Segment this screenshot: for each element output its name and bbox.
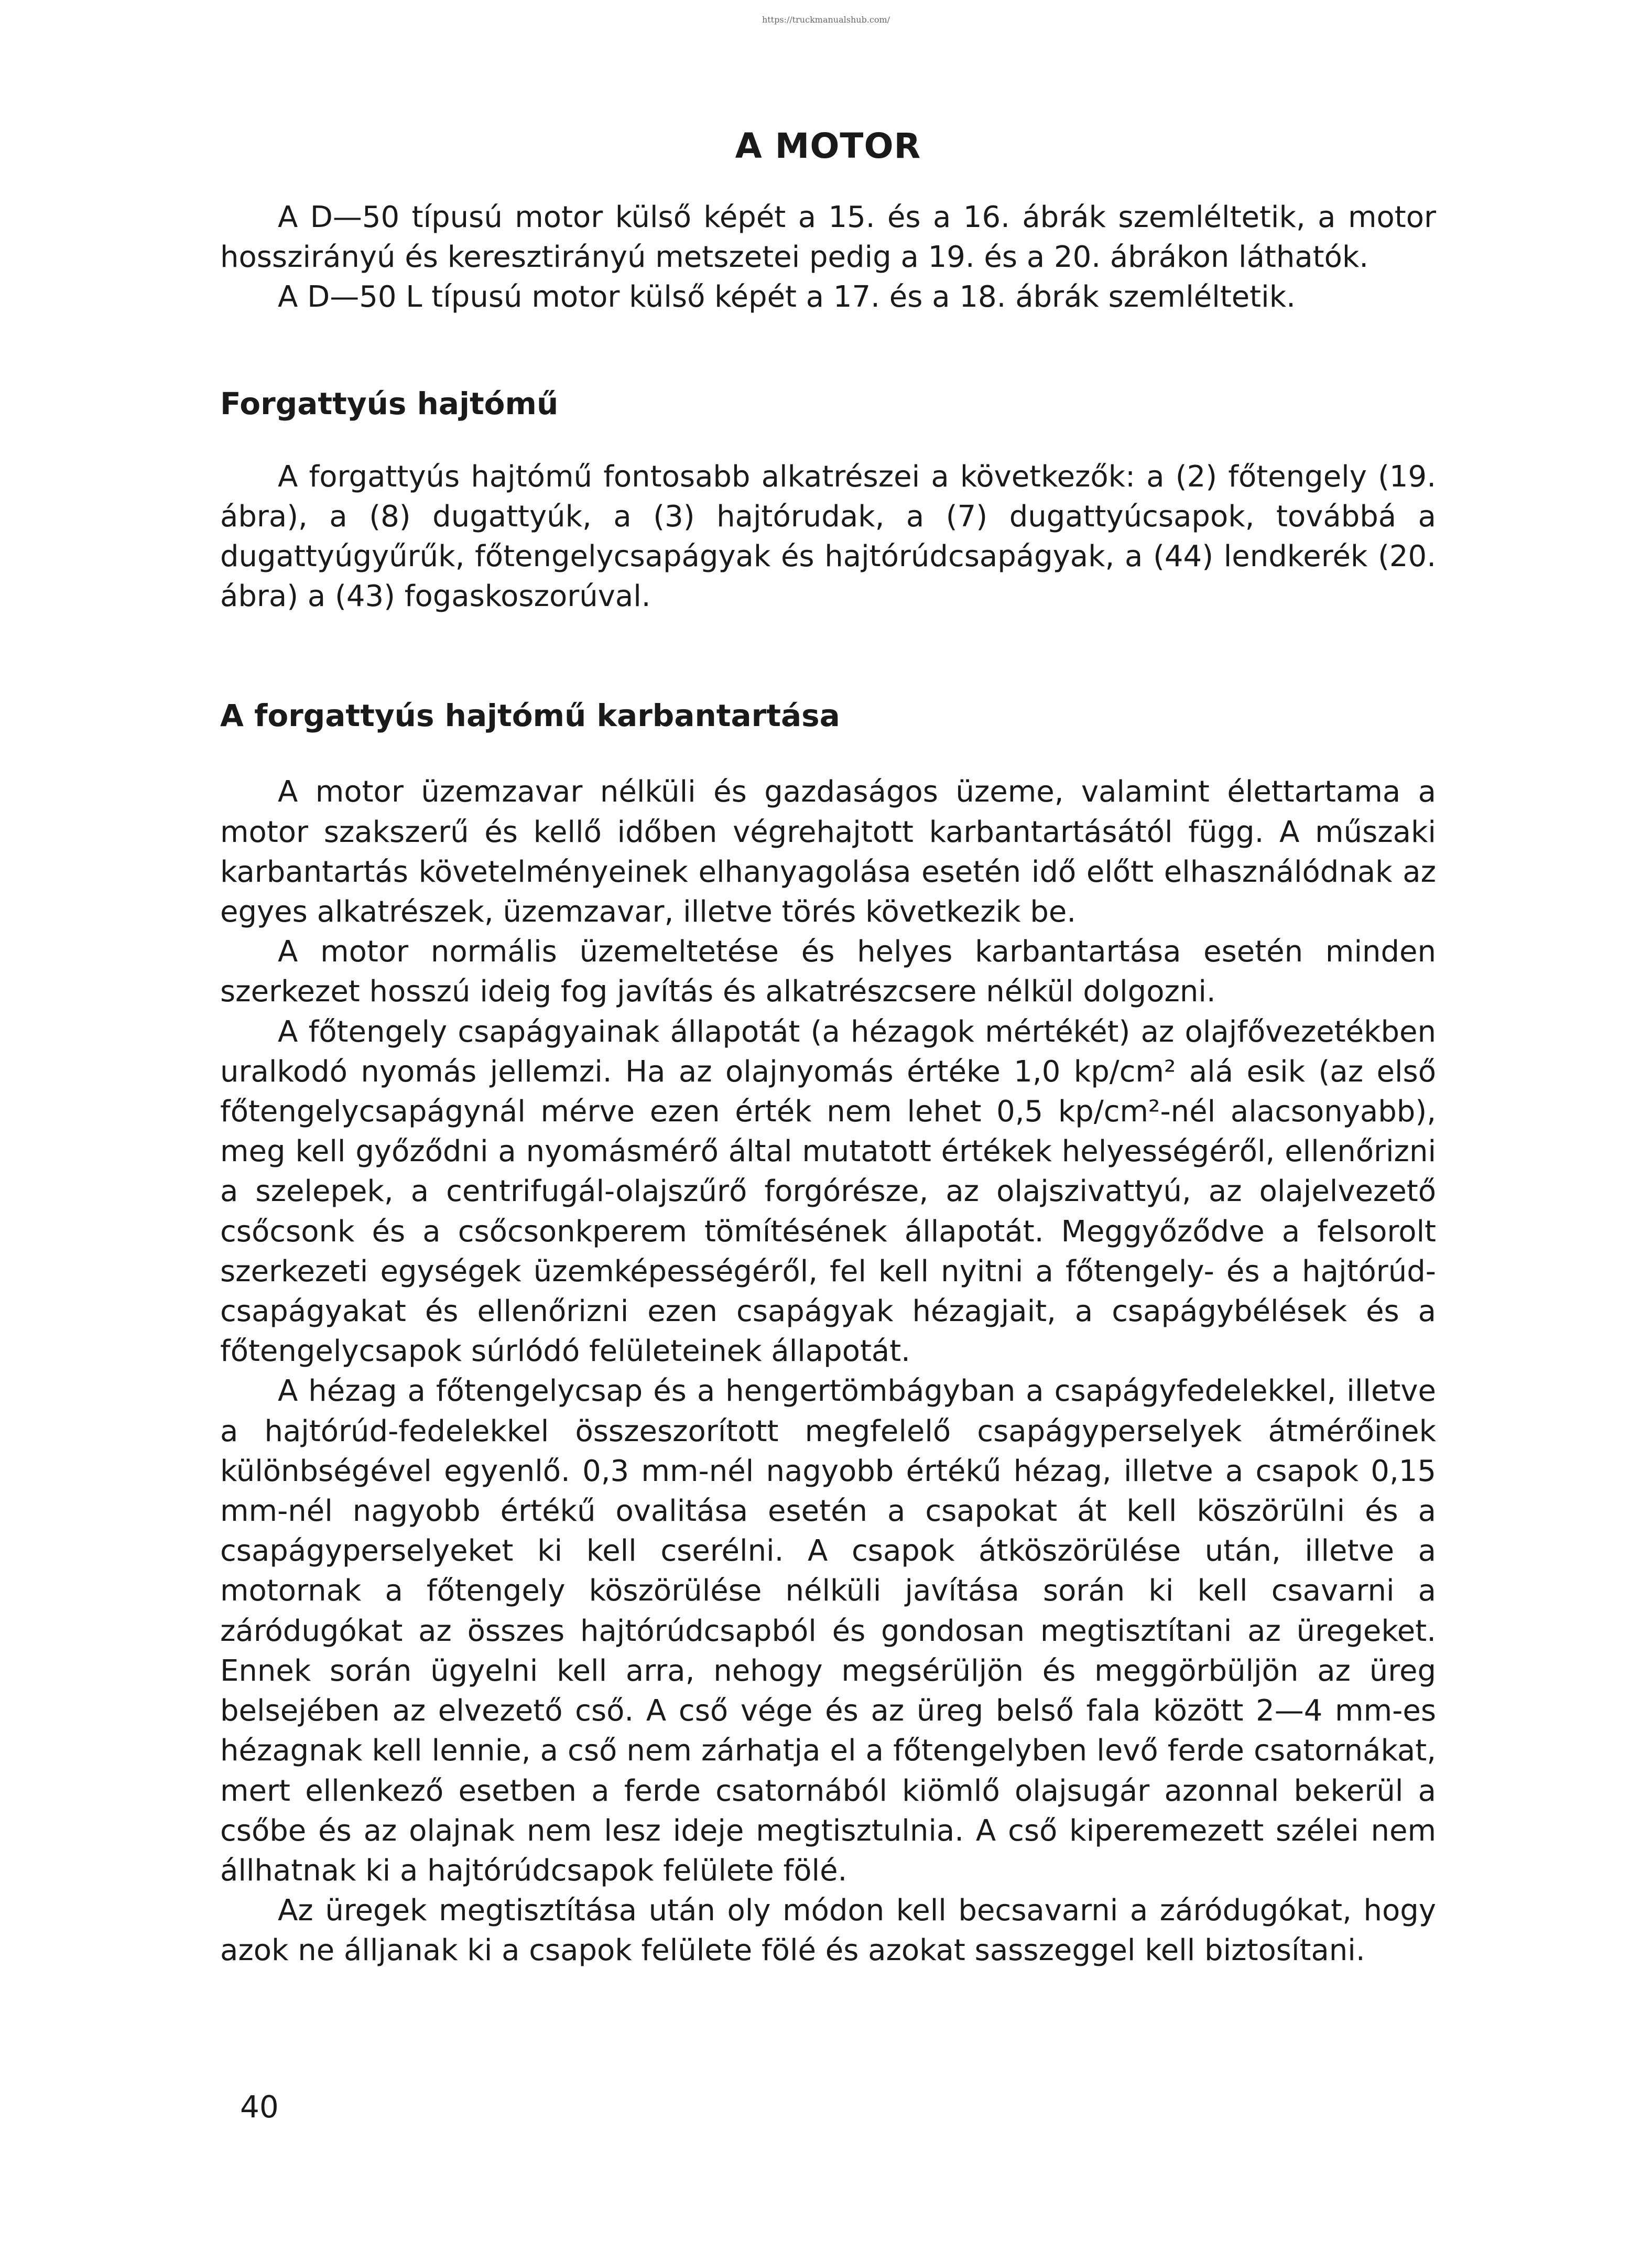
section1-paragraph-1: A forgattyús hajtómű fontosabb alkatrészei a következők: a (2) főtengely (19. ábra), a (8) dugattyúk, a (3) hajtórudak, a (7) dugattyúcsapok, továbbá a dugattyúgyűrűk, főtengelycsapágyak és hajtórúdcsapágyak, a (44) lendkerék (20. ábra) a (43) fogaskoszorúval. bbox=[220, 459, 1436, 614]
section2-paragraph-3: A főtengely csapágyainak állapotát (a hézagok mértékét) az olajfővezetékben uralkodó nyomás jellemzi. Ha az olajnyomás értéke 1,0 kp/cm² alá esik (az első főtengelycsapágynál mérve ezen érték nem lehet 0,5 kp/cm²-nél alacsonyabb), meg kell győződni a nyomásmérő által mutatott értékek helyességéről, ellenőrizni a szelepek, a centrifugál-olajszűrő forgórésze, az olajszivattyú, az olajelvezető csőcsonk és a csőcsonkperem tömítésének állapotát. Meggyőződve a felsorolt szerkezeti egységek üzemképességéről, fel kell nyitni a főtengely- és a hajtórúd-csapágyakat és ellenőrizni ezen csapágyak hézagjait, a csapágybélések és a főtengelycsapok súrlódó felületeinek állapotát. bbox=[220, 1014, 1436, 1369]
page-title: A MOTOR bbox=[735, 126, 921, 166]
section2-paragraph-4: A hézag a főtengelycsap és a hengertömbágyban a csapágyfedelekkel, illetve a hajtórúd-fedelekkel összeszorított megfelelő csapágyperselyek átmérőinek különbségével egyenlő. 0,3 mm-nél nagyobb értékű hézag, illetve a csapok 0,15 mm-nél nagyobb értékű ovalitása esetén a csapokat át kell köszörülni és a csapágyperselyeket ki kell cserélni. A csapok átköszörülése után, illetve a motornak a főtengely köszörülése nélküli javítása során ki kell csavarni a záródugókat az összes hajtórúdcsapból és gondosan megtisztítani az üregeket. Ennek során ügyelni kell arra, nehogy megsérüljön és meggörbüljön az üreg belsejében az elvezető cső. A cső vége és az üreg belső fala között 2—4 mm-es hézagnak kell lennie, a cső nem zárhatja el a főtengelyben levő ferde csatornákat, mert ellenkező esetben a ferde csatornából kiömlő olajsugár azonnal bekerül a csőbe és az olajnak nem lesz ideje megtisztulnia. A cső kiperemezett szélei nem állhatnak ki a hajtórúdcsapok felülete fölé. bbox=[220, 1374, 1436, 1888]
source-url: https://truckmanualshub.com/ bbox=[762, 15, 890, 25]
page-body bbox=[220, 126, 1436, 1971]
page-number: 40 bbox=[240, 2089, 279, 2125]
section2-paragraph-2: A motor normális üzemeltetése és helyes karbantartása esetén minden szerkezet hosszú ideig fog javítás és alkatrészcsere nélkül dolgozni. bbox=[220, 935, 1436, 1009]
section-heading-crank-mechanism: Forgattyús hajtómű bbox=[220, 385, 559, 421]
intro-paragraph-1: A D—50 típusú motor külső képét a 15. és a 16. ábrák szemléltetik, a motor hosszirányú és keresztirányú metszetei pedig a 19. és a 20. ábrákon láthatók. bbox=[220, 200, 1436, 275]
section2-paragraph-5: Az üregek megtisztítása után oly módon kell becsavarni a záródugókat, hogy azok ne álljanak ki a csapok felülete fölé és azokat sasszeggel kell biztosítani. bbox=[220, 1894, 1436, 1968]
intro-paragraph-2: A D—50 L típusú motor külső képét a 17. és a 18. ábrák szemléltetik. bbox=[278, 280, 1296, 315]
section-heading-crank-maintenance: A forgattyús hajtómű karbantartása bbox=[220, 698, 840, 734]
section2-paragraph-1: A motor üzemzavar nélküli és gazdaságos üzeme, valamint élettartama a motor szakszerű és kellő időben végrehajtott karbantartásától függ. A műszaki karbantartás követelményeinek elhanyagolása esetén idő előtt elhasználódnak az egyes alkatrészek, üzemzavar, illetve törés következik be. bbox=[220, 775, 1436, 929]
